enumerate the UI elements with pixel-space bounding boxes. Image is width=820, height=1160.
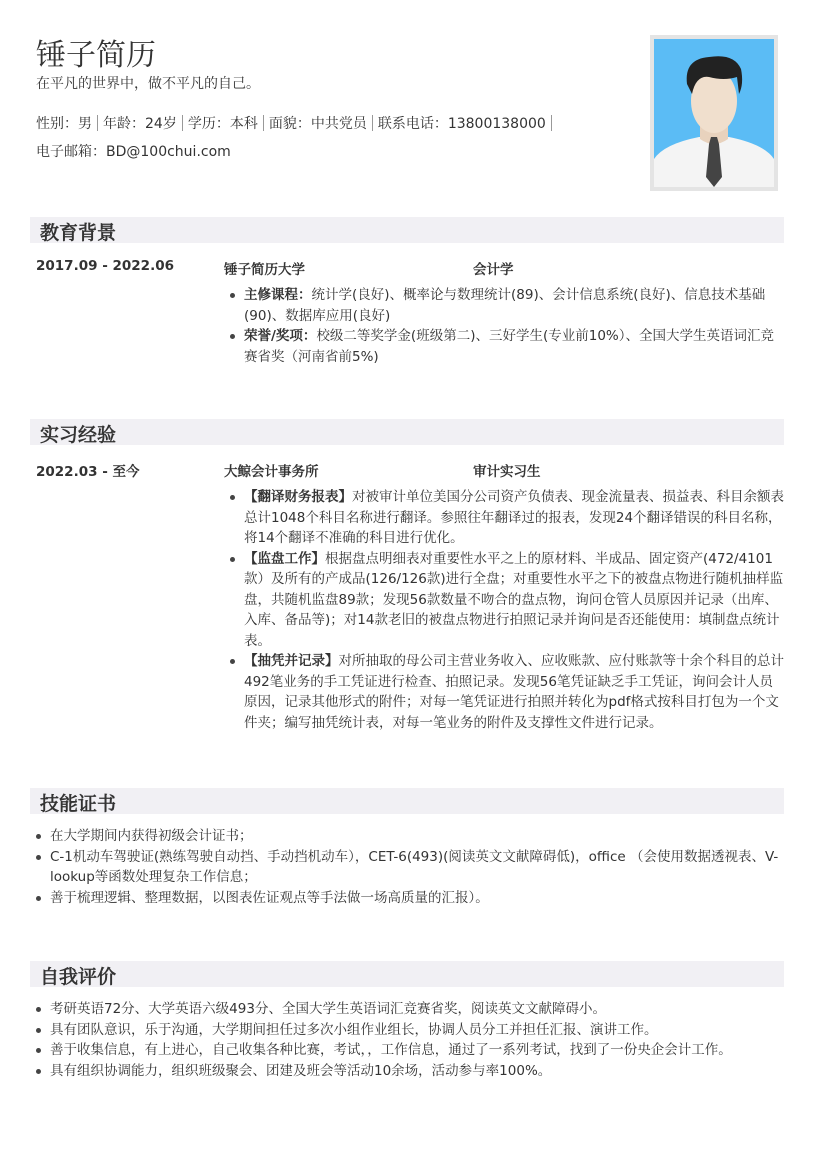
self-evaluation-list — [36, 999, 786, 1081]
intern-company: 大鲸会计事务所 — [224, 464, 319, 480]
item-text: 根据盘点明细表对重要性水平之上的原材料、半成品、固定资产(472/4101款）及所有的产成品(126/126款)进行全盘；对重要性水平之下的被盘点物进行随机抽样监盘，共随机监盘89款；发现56款数量不吻合的盘点物，询问仓管人员原因并记录（出库、入库、备品等)；对14款老旧的被盘点物进行拍照记录并询问是否还能使用：填制盘点统计表。 — [244, 550, 784, 649]
section-header-skills — [30, 788, 784, 814]
list-item: 具有组织协调能力，组织班级聚会、团建及班会等活动10余场，活动参与率100%。 — [36, 1061, 786, 1082]
edu-date: 2017.09 - 2022.06 — [36, 258, 174, 274]
section-header-self-evaluation — [30, 961, 784, 987]
profile-photo — [650, 35, 778, 191]
list-item — [230, 285, 786, 326]
list-item — [230, 549, 786, 652]
edu-school: 锤子简历大学 — [224, 262, 305, 278]
intern-date: 2022.03 - 至今 — [36, 464, 140, 480]
info-political: 面貌：中共党员 — [268, 116, 367, 132]
intern-role: 审计实习生 — [473, 464, 541, 480]
personal-info — [36, 113, 557, 133]
section-title: 自我评价 — [40, 966, 117, 988]
edu-details — [230, 285, 786, 367]
section-header-internship — [30, 419, 784, 445]
item-text: 统计学(良好)、概率论与数理统计(89)、会计信息系统(良好)、信息技术基础(90)、数据库应用(良好) — [244, 287, 766, 324]
list-item: 善于收集信息，有上进心，自己收集各种比赛，考试，，工作信息，通过了一系列考试，找到了一份央企会计工作。 — [36, 1040, 786, 1061]
info-email: 电子邮箱：BD@100chui.com — [36, 144, 231, 160]
list-item: C-1机动车驾驶证(熟练驾驶自动挡、手动挡机动车），CET-6(493)(阅读英文文献障碍低)，office （会使用数据透视表、V-lookup等函数处理复杂工作信息； — [36, 847, 786, 888]
list-item — [230, 487, 786, 549]
avatar-illustration-icon — [654, 39, 774, 187]
info-gender: 性别：男 — [36, 116, 92, 132]
list-item: 在大学期间内获得初级会计证书； — [36, 826, 786, 847]
item-text: 对被审计单位美国分公司资产负债表、现金流量表、损益表、科目余额表总计1048个科目名称进行翻译。参照往年翻译过的报表，发现24个翻译错误的科目名称，将14个翻译不准确的科目进行优化。 — [244, 489, 784, 546]
item-label: 【监盘工作】 — [244, 550, 325, 567]
list-item — [230, 326, 786, 367]
list-item: 考研英语72分、大学英语六级493分、全国大学生英语词汇竞赛省奖，阅读英文文献障碍小。 — [36, 999, 786, 1020]
section-header-education — [30, 217, 784, 243]
item-text: 对所抽取的母公司主营业务收入、应收账款、应付账款等十余个科目的总计492笔业务的手工凭证进行检查、拍照记录。发现56笔凭证缺乏手工凭证，询问会计人员原因，记录其他形式的附件；对每一笔凭证进行拍照并转化为pdf格式按科目打包为一个文件夹；编写抽凭统计表，对每一笔业务的附件及支撑性文件进行记录。 — [244, 653, 784, 731]
list-item — [230, 651, 786, 733]
list-item: 具有团队意识，乐于沟通，大学期间担任过多次小组作业组长，协调人员分工并担任汇报、演讲工作。 — [36, 1020, 786, 1041]
info-age: 年龄：24岁 — [103, 116, 177, 132]
info-phone: 联系电话：13800138000 — [377, 116, 546, 132]
item-label: 【翻译财务报表】 — [244, 489, 352, 505]
motto: 在平凡的世界中，做不平凡的自己。 — [36, 76, 260, 92]
item-text: 校级二等奖学金(班级第二)、三好学生(专业前10%）、全国大学生英语词汇竞赛省奖（河南省前5%) — [244, 328, 774, 365]
section-title: 技能证书 — [40, 793, 117, 815]
skills-list — [36, 826, 786, 908]
list-item: 善于梳理逻辑、整理数据，以图表佐证观点等手法做一场高质量的汇报）。 — [36, 888, 786, 909]
info-education: 学历：本科 — [187, 116, 258, 132]
resume-name: 锤子简历 — [36, 38, 156, 73]
item-label: 主修课程： — [244, 287, 312, 303]
section-title: 实习经验 — [40, 424, 117, 446]
item-label: 荣誉/奖项： — [244, 328, 317, 344]
edu-major: 会计学 — [473, 262, 514, 278]
section-title: 教育背景 — [40, 222, 117, 244]
intern-details — [230, 487, 786, 733]
item-label: 【抽凭并记录】 — [244, 653, 339, 669]
